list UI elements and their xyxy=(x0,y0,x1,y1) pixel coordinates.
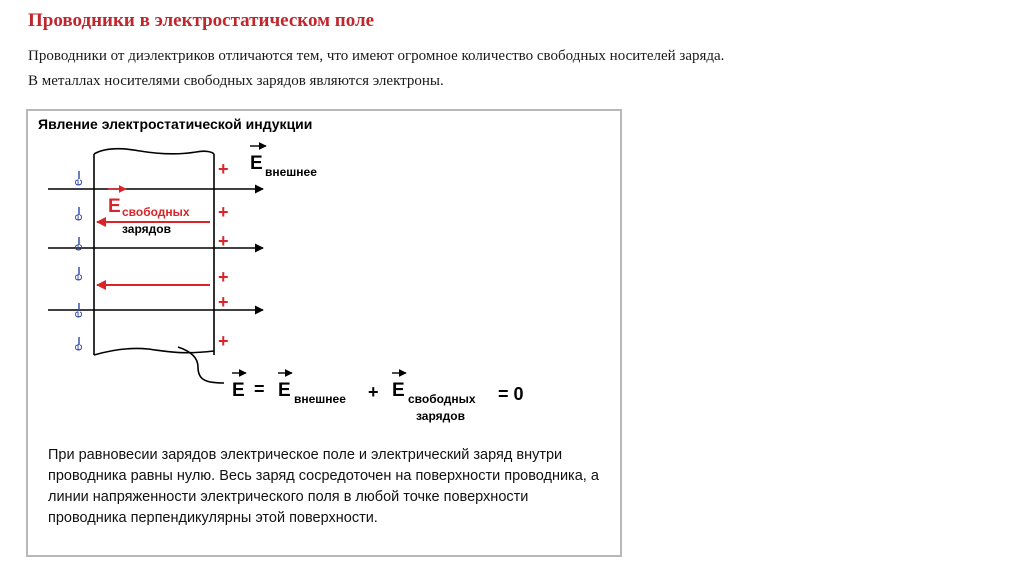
induction-figure-panel xyxy=(26,109,622,557)
electron-4: e xyxy=(70,273,85,281)
eq-e-external-subscript: внешнее xyxy=(294,392,346,406)
e-free-letter: E xyxy=(108,196,121,217)
e-external-letter: E xyxy=(250,153,263,174)
intro-line-1: Проводники от диэлектриков отличаются тем, что имеют огромное количество свободных носителей заряда. xyxy=(28,48,725,64)
eq-result: = 0 xyxy=(498,384,524,404)
eq-e-free-subscript-1: свободных xyxy=(408,392,476,406)
eq-e-free: E xyxy=(392,380,405,401)
positive-charge-1: + xyxy=(218,159,229,179)
eq-e-total: E xyxy=(232,380,245,401)
eq-equals-sign: = xyxy=(254,379,265,399)
electron-1: e xyxy=(70,178,85,186)
conductor-slab xyxy=(94,149,214,355)
conductor-bottom-edge xyxy=(94,348,214,355)
slide-title: Проводники в электростатическом поле xyxy=(28,10,375,31)
positive-charge-5: + xyxy=(218,292,229,312)
equation xyxy=(232,373,524,423)
diagram-title: Явление электростатической индукции xyxy=(38,116,313,132)
eq-e-external: E xyxy=(278,380,291,401)
e-external-subscript: внешнее xyxy=(265,165,317,179)
positive-charge-4: + xyxy=(218,267,229,287)
eq-plus-sign: + xyxy=(368,382,379,402)
positive-charge-3: + xyxy=(218,231,229,251)
conductor-top-edge xyxy=(94,149,214,154)
positive-charge-6: + xyxy=(218,331,229,351)
conclusion-text: При равновесии зарядов электрическое поле и электрический заряд внутри проводника равны нулю. Весь заряд сосредоточен на поверхности проводника, а линии напряженности электрического поля в любой точке поверхности проводника перпендикулярны этой поверхности. xyxy=(48,447,599,526)
e-free-subscript-1: свободных xyxy=(122,205,190,219)
electron-6: e xyxy=(70,343,85,351)
electron-2: e xyxy=(70,213,85,221)
e-free-subscript-2: зарядов xyxy=(122,222,171,236)
electron-5: e xyxy=(70,310,85,318)
electron-3: e xyxy=(70,243,85,251)
positive-charge-2: + xyxy=(218,202,229,222)
intro-line-2: В металлах носителями свободных зарядов являются электроны. xyxy=(28,73,444,89)
eq-e-free-subscript-2: зарядов xyxy=(416,409,465,423)
